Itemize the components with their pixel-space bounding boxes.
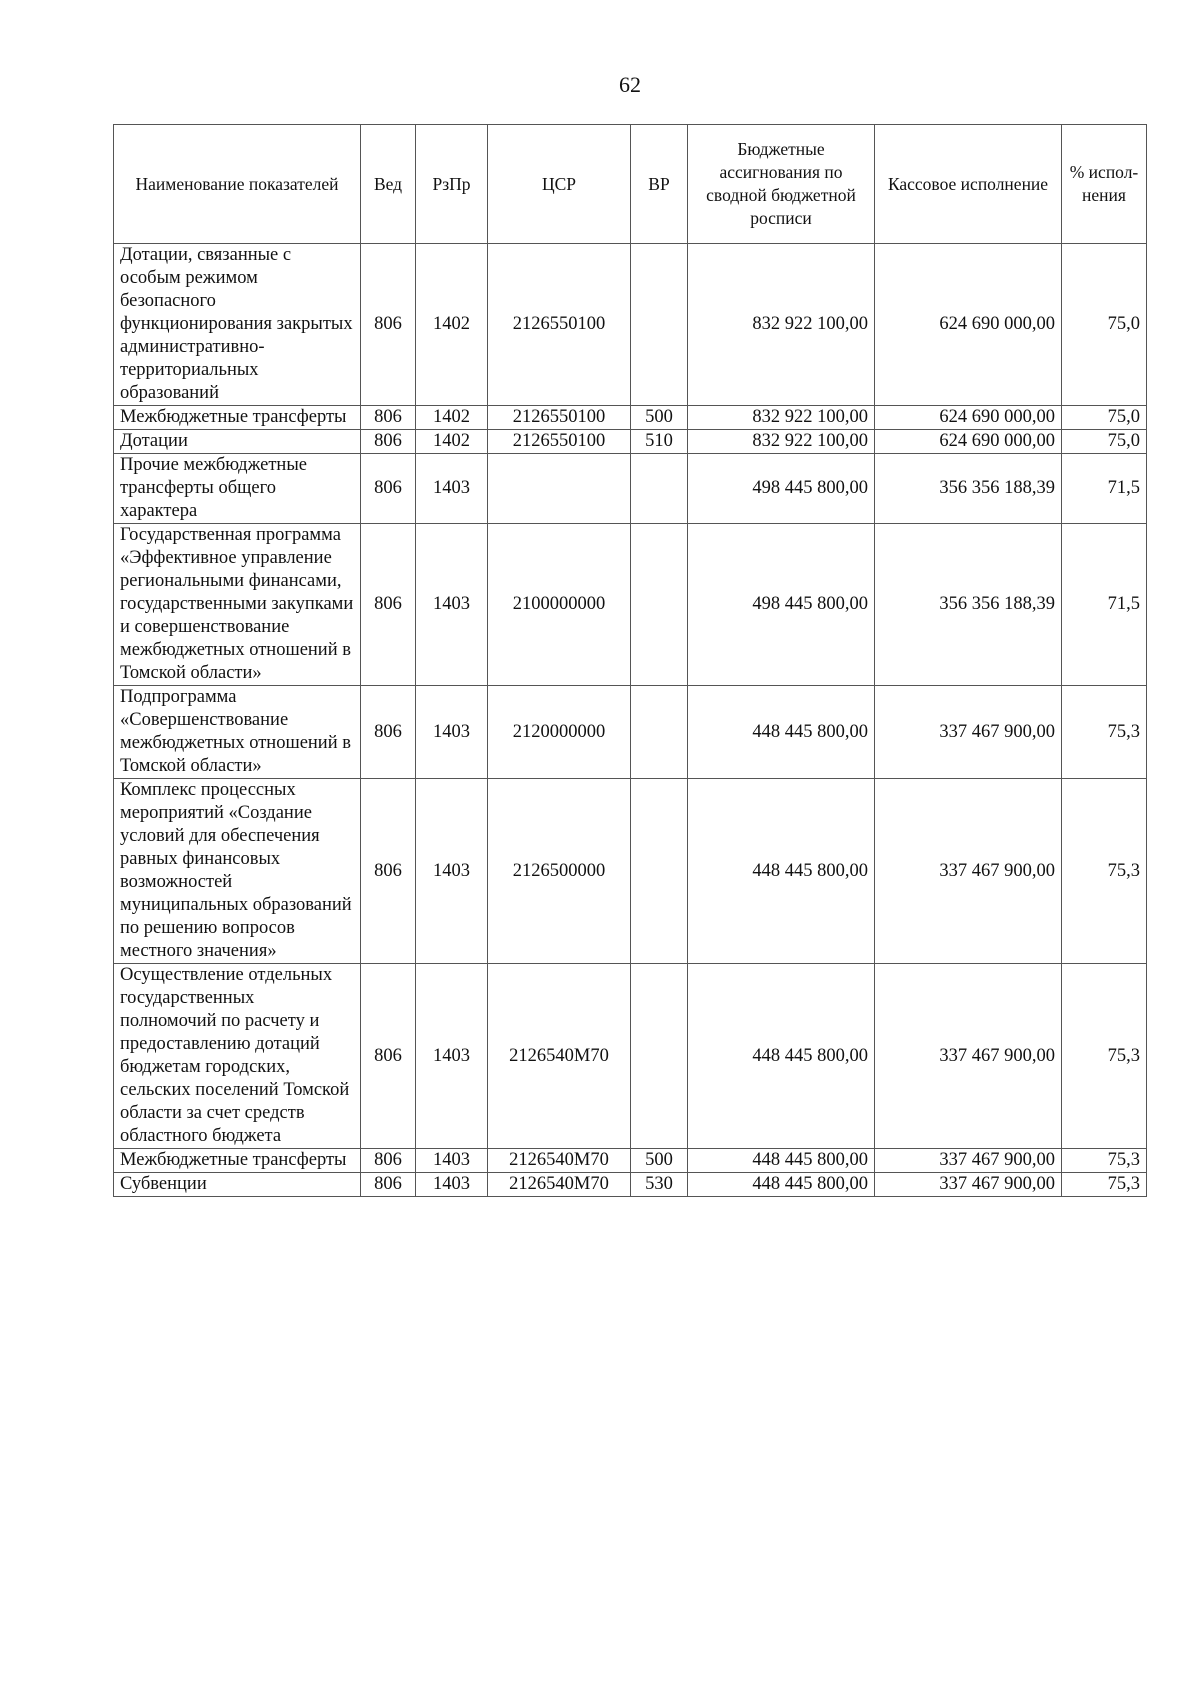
table-row xyxy=(114,779,1147,964)
header-cash: Кассовое исполнение xyxy=(875,125,1062,244)
cell-rzpr: 1403 xyxy=(416,1173,488,1197)
cell-vr: 500 xyxy=(631,406,688,430)
cell-vr: 500 xyxy=(631,1149,688,1173)
table-body xyxy=(114,244,1147,1197)
header-budget: Бюджетные ассигнования по сводной бюджетной росписи xyxy=(688,125,875,244)
cell-csr: 2126540М70 xyxy=(488,1149,631,1173)
cell-cash: 337 467 900,00 xyxy=(875,1149,1062,1173)
cell-budget: 832 922 100,00 xyxy=(688,406,875,430)
cell-vr xyxy=(631,524,688,686)
header-ved: Вед xyxy=(361,125,416,244)
cell-csr: 2126550100 xyxy=(488,430,631,454)
header-name: Наименование показателей xyxy=(114,125,361,244)
cell-budget: 448 445 800,00 xyxy=(688,1149,875,1173)
cell-name: Комплекс процессных мероприятий «Создание условий для обеспечения равных финансовых возможностей муниципальных образований по решению вопросов местного значения» xyxy=(114,779,361,964)
cell-name: Дотации xyxy=(114,430,361,454)
cell-rzpr: 1403 xyxy=(416,686,488,779)
cell-percent: 75,3 xyxy=(1062,964,1147,1149)
cell-cash: 624 690 000,00 xyxy=(875,406,1062,430)
cell-cash: 337 467 900,00 xyxy=(875,964,1062,1149)
cell-name: Прочие межбюджетные трансферты общего характера xyxy=(114,454,361,524)
cell-csr: 2126540М70 xyxy=(488,964,631,1149)
cell-vr xyxy=(631,686,688,779)
cell-rzpr: 1403 xyxy=(416,1149,488,1173)
cell-csr: 2126550100 xyxy=(488,406,631,430)
cell-name: Дотации, связанные с особым режимом безопасного функционирования закрытых административно-территориальных образований xyxy=(114,244,361,406)
cell-budget: 498 445 800,00 xyxy=(688,524,875,686)
cell-csr: 2100000000 xyxy=(488,524,631,686)
cell-rzpr: 1403 xyxy=(416,524,488,686)
cell-percent: 75,3 xyxy=(1062,779,1147,964)
cell-cash: 337 467 900,00 xyxy=(875,1173,1062,1197)
cell-ved: 806 xyxy=(361,686,416,779)
cell-budget: 448 445 800,00 xyxy=(688,964,875,1149)
cell-name: Подпрограмма «Совершенствование межбюджетных отношений в Томской области» xyxy=(114,686,361,779)
cell-ved: 806 xyxy=(361,406,416,430)
cell-vr: 530 xyxy=(631,1173,688,1197)
cell-name: Межбюджетные трансферты xyxy=(114,406,361,430)
cell-rzpr: 1403 xyxy=(416,454,488,524)
table-row xyxy=(114,964,1147,1149)
cell-percent: 75,0 xyxy=(1062,406,1147,430)
cell-ved: 806 xyxy=(361,454,416,524)
cell-percent: 71,5 xyxy=(1062,524,1147,686)
cell-percent: 75,0 xyxy=(1062,244,1147,406)
header-percent: % испол-нения xyxy=(1062,125,1147,244)
header-vr: ВР xyxy=(631,125,688,244)
cell-vr xyxy=(631,244,688,406)
table-row xyxy=(114,430,1147,454)
table-header-row xyxy=(114,125,1147,244)
header-rzpr: РзПр xyxy=(416,125,488,244)
cell-ved: 806 xyxy=(361,1149,416,1173)
cell-percent: 75,3 xyxy=(1062,1149,1147,1173)
cell-cash: 624 690 000,00 xyxy=(875,244,1062,406)
cell-vr xyxy=(631,454,688,524)
cell-vr xyxy=(631,964,688,1149)
cell-cash: 356 356 188,39 xyxy=(875,524,1062,686)
cell-budget: 448 445 800,00 xyxy=(688,779,875,964)
cell-rzpr: 1402 xyxy=(416,406,488,430)
cell-percent: 75,0 xyxy=(1062,430,1147,454)
cell-ved: 806 xyxy=(361,779,416,964)
table-row xyxy=(114,524,1147,686)
cell-percent: 71,5 xyxy=(1062,454,1147,524)
cell-cash: 337 467 900,00 xyxy=(875,686,1062,779)
page-number: 62 xyxy=(619,72,641,97)
cell-ved: 806 xyxy=(361,964,416,1149)
table-row xyxy=(114,1173,1147,1197)
cell-vr: 510 xyxy=(631,430,688,454)
cell-csr: 2126550100 xyxy=(488,244,631,406)
cell-budget: 832 922 100,00 xyxy=(688,244,875,406)
table-row xyxy=(114,244,1147,406)
cell-budget: 832 922 100,00 xyxy=(688,430,875,454)
cell-ved: 806 xyxy=(361,1173,416,1197)
cell-budget: 448 445 800,00 xyxy=(688,1173,875,1197)
header-csr: ЦСР xyxy=(488,125,631,244)
cell-name: Субвенции xyxy=(114,1173,361,1197)
cell-name: Осуществление отдельных государственных полномочий по расчету и предоставлению дотаций бюджетам городских, сельских поселений Томской области за счет средств областного бюджета xyxy=(114,964,361,1149)
cell-rzpr: 1402 xyxy=(416,430,488,454)
table-row xyxy=(114,406,1147,430)
cell-csr: 2126500000 xyxy=(488,779,631,964)
cell-ved: 806 xyxy=(361,524,416,686)
cell-cash: 624 690 000,00 xyxy=(875,430,1062,454)
cell-rzpr: 1403 xyxy=(416,964,488,1149)
cell-cash: 337 467 900,00 xyxy=(875,779,1062,964)
cell-vr xyxy=(631,779,688,964)
cell-ved: 806 xyxy=(361,244,416,406)
cell-csr: 2120000000 xyxy=(488,686,631,779)
cell-csr: 2126540М70 xyxy=(488,1173,631,1197)
table-row xyxy=(114,1149,1147,1173)
table-row xyxy=(114,454,1147,524)
cell-budget: 498 445 800,00 xyxy=(688,454,875,524)
cell-cash: 356 356 188,39 xyxy=(875,454,1062,524)
cell-percent: 75,3 xyxy=(1062,1173,1147,1197)
cell-rzpr: 1402 xyxy=(416,244,488,406)
table-row xyxy=(114,686,1147,779)
cell-ved: 806 xyxy=(361,430,416,454)
cell-rzpr: 1403 xyxy=(416,779,488,964)
cell-name: Межбюджетные трансферты xyxy=(114,1149,361,1173)
budget-execution-table xyxy=(113,124,1147,1197)
cell-budget: 448 445 800,00 xyxy=(688,686,875,779)
cell-percent: 75,3 xyxy=(1062,686,1147,779)
cell-name: Государственная программа «Эффективное управление региональными финансами, государственными закупками и совершенствование межбюджетных отношений в Томской области» xyxy=(114,524,361,686)
cell-csr xyxy=(488,454,631,524)
